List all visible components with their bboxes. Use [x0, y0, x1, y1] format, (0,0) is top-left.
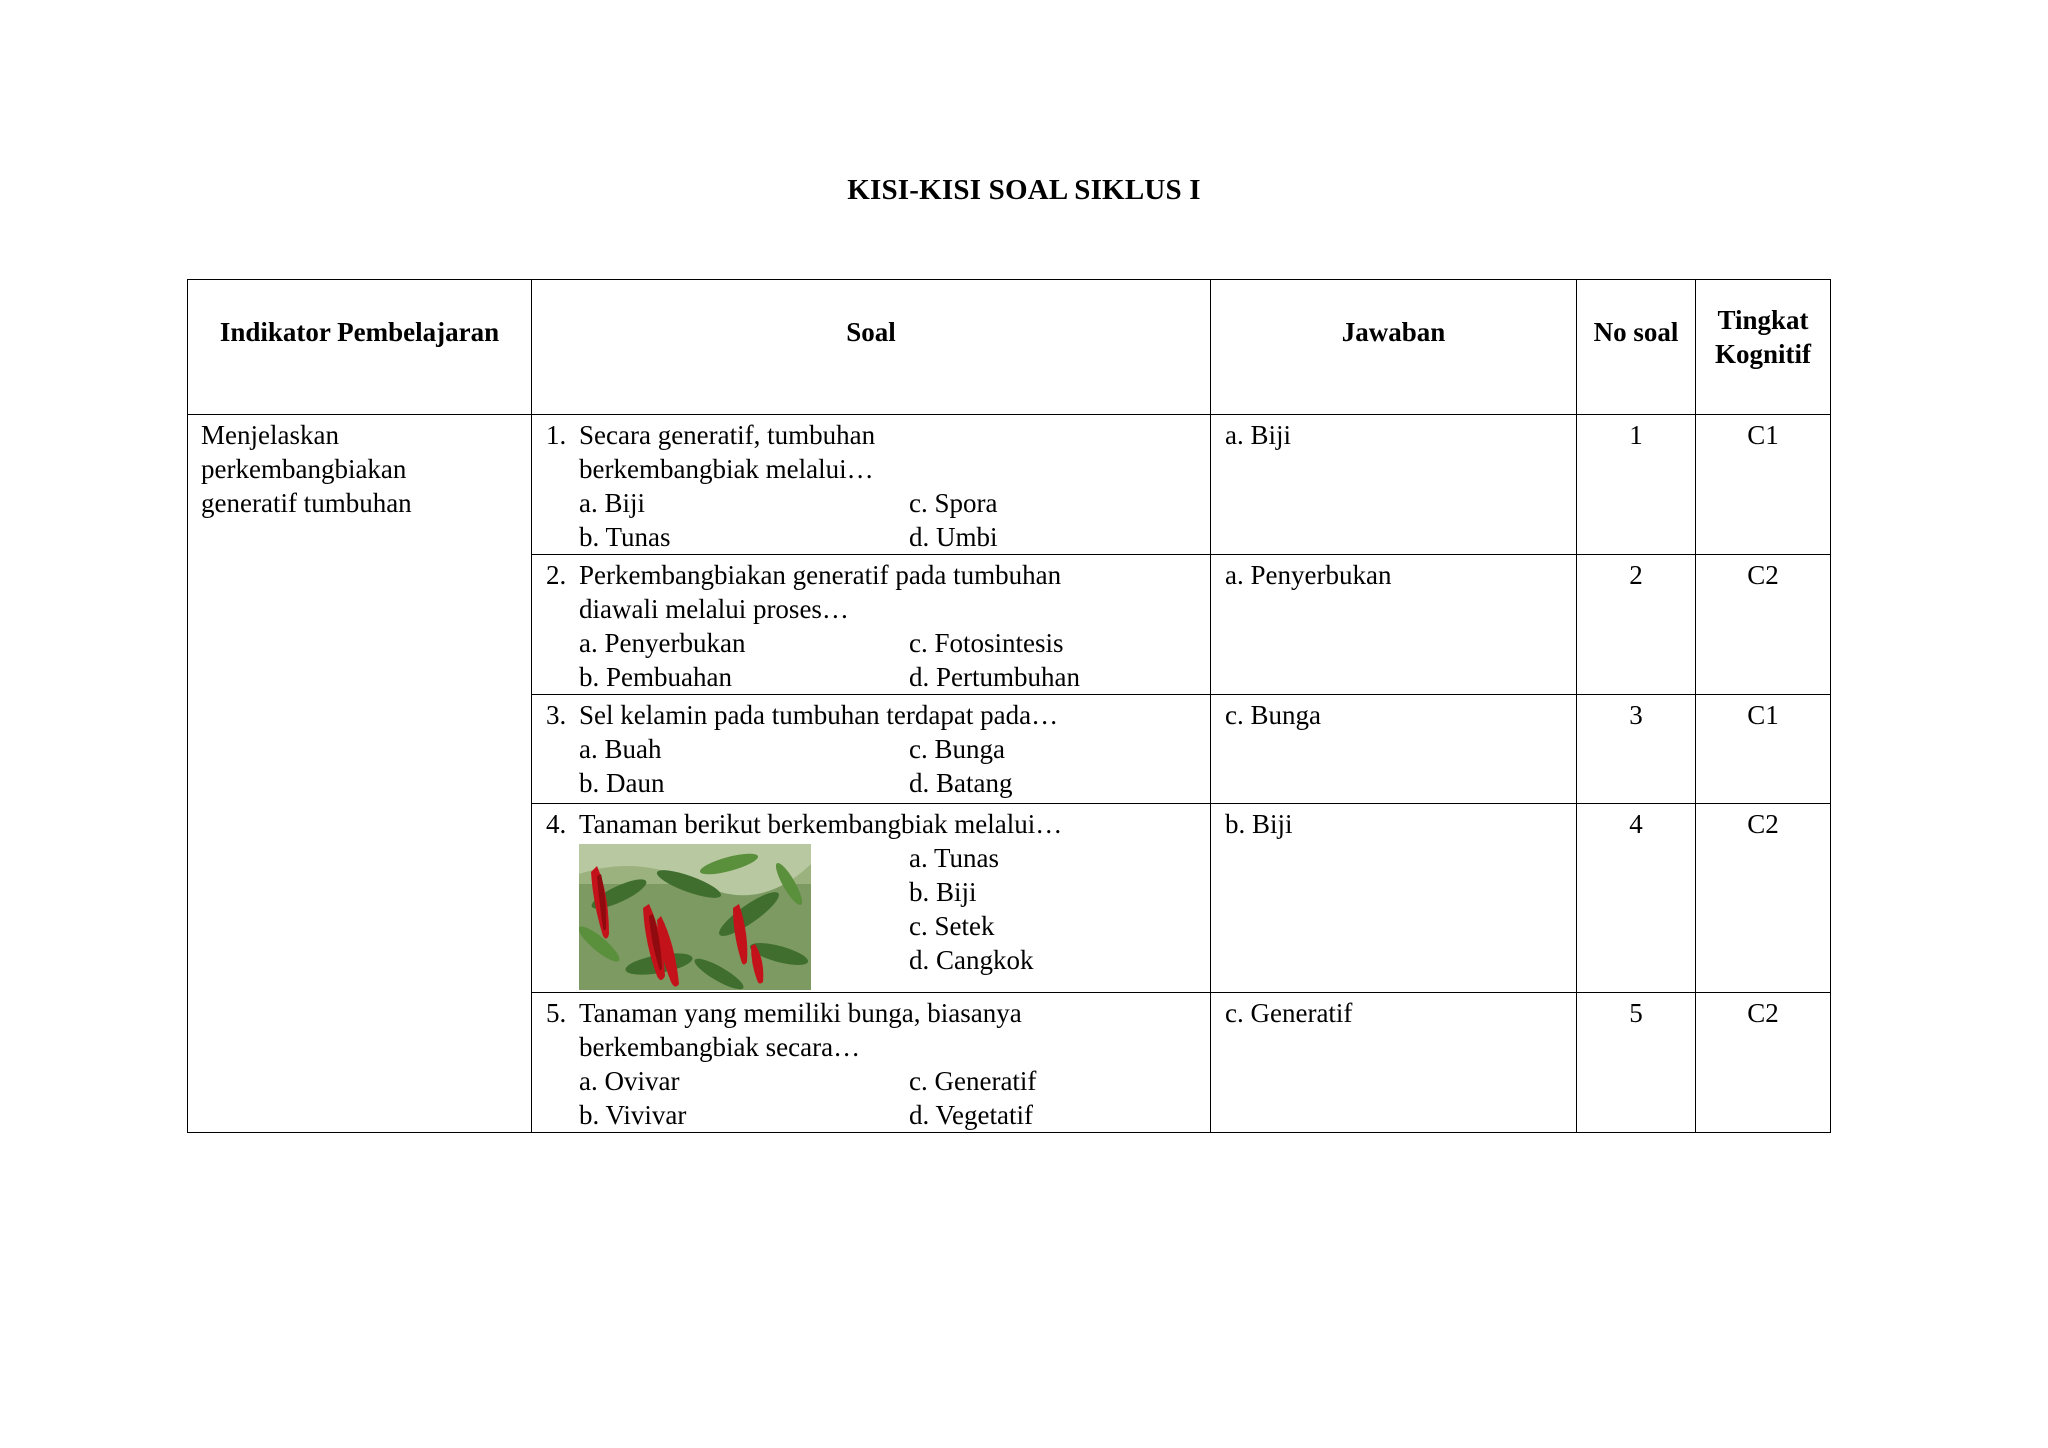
table-header-row — [188, 280, 1831, 415]
answer-3: c. Bunga — [1211, 695, 1577, 804]
header-jawaban: Jawaban — [1211, 280, 1577, 415]
level-5: C2 — [1696, 993, 1831, 1133]
indikator-cell: Menjelaskan perkembangbiakan generatif tumbuhan — [188, 415, 532, 1133]
level-4: C2 — [1696, 804, 1831, 993]
answer-5: c. Generatif — [1211, 993, 1577, 1133]
no-soal-1: 1 — [1577, 415, 1696, 555]
no-soal-5: 5 — [1577, 993, 1696, 1133]
no-soal-3: 3 — [1577, 695, 1696, 804]
answer-4: b. Biji — [1211, 804, 1577, 993]
header-tingkat-kognitif: Tingkat Kognitif — [1696, 280, 1831, 415]
level-2: C2 — [1696, 555, 1831, 695]
no-soal-4: 4 — [1577, 804, 1696, 993]
answer-1: a. Biji — [1211, 415, 1577, 555]
question-1: 1. Secara generatif, tumbuhan berkembangbiak melalui… a. Biji c. Spora b. Tunas d. Umbi — [532, 415, 1211, 555]
question-4: 4. Tanaman berikut berkembangbiak melalui… a. Tunas b. Biji c. Setek d. Cangkok — [532, 804, 1211, 993]
header-indikator: Indikator Pembelajaran — [188, 280, 532, 415]
level-1: C1 — [1696, 415, 1831, 555]
question-3: 3. Sel kelamin pada tumbuhan terdapat pada… a. Buah c. Bunga b. Daun d. Batang — [532, 695, 1211, 804]
answer-2: a. Penyerbukan — [1211, 555, 1577, 695]
level-3: C1 — [1696, 695, 1831, 804]
chili-plant-image — [579, 844, 811, 990]
question-5: 5. Tanaman yang memiliki bunga, biasanya berkembangbiak secara… a. Ovivar c. Generatif b. Vivivar d. Vegetatif — [532, 993, 1211, 1133]
page-title: KISI-KISI SOAL SIKLUS I — [847, 174, 1201, 206]
header-soal: Soal — [532, 280, 1211, 415]
question-2: 2. Perkembangbiakan generatif pada tumbuhan diawali melalui proses… a. Penyerbukan c. Fotosintesis b. Pembuahan d. Pertumbuhan — [532, 555, 1211, 695]
kisi-kisi-table — [187, 279, 1831, 1133]
table-row — [188, 415, 1831, 555]
header-no-soal: No soal — [1577, 280, 1696, 415]
no-soal-2: 2 — [1577, 555, 1696, 695]
